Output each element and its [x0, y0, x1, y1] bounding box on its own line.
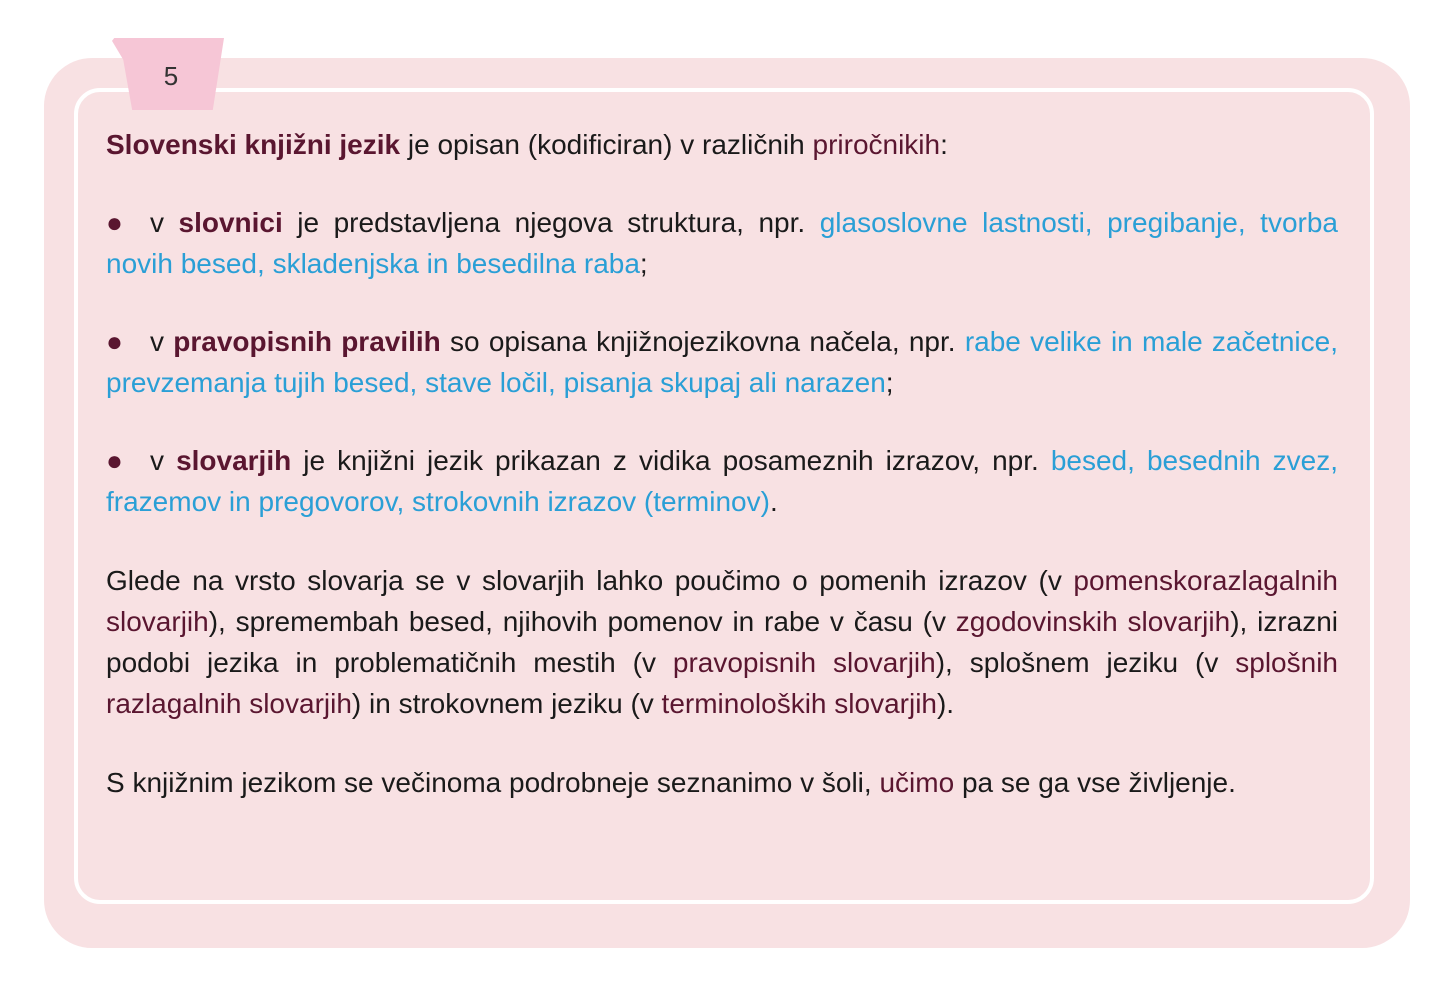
bullet-dot-icon: ● [106, 326, 123, 357]
dict-type: splošnih razlagalnih slovarjih [106, 647, 1338, 719]
closing-paragraph [106, 762, 1338, 803]
bullet-text: je knjižni jezik prikazan z vidika posameznih izrazov, npr. [291, 445, 1051, 476]
bullet-examples: besed, besednih zvez, frazemov in pregovorov, strokovnih izrazov (terminov) [106, 445, 1338, 517]
bullet-end: ; [885, 367, 894, 398]
intro-paragraph [106, 124, 1338, 165]
bullet-text: so opisana knjižnojezikovna načela, npr. [440, 326, 965, 357]
closing-text: S knjižnim jezikom se večinoma podrobneje seznanimo v šoli, [106, 767, 880, 798]
dict-text: ) in strokovnem jeziku (v [351, 688, 662, 719]
bullet-term: pravopisnih pravilih [173, 326, 441, 357]
closing-text: pa se ga vse življenje. [954, 767, 1236, 798]
bullet-term: slovarjih [176, 445, 292, 476]
intro-end: : [940, 129, 948, 160]
bullet-text: je predstavljena njegova struktura, npr. [282, 207, 820, 238]
closing-learn: učimo [879, 767, 955, 798]
bullet-item-dictionaries [106, 440, 1338, 522]
bullet-examples: glasoslovne lastnosti, pregibanje, tvorba novih besed, skladenjska in besedilna raba [106, 207, 1338, 279]
intro-term: Slovenski knjižni jezik [106, 129, 401, 160]
bullet-end: ; [639, 248, 648, 279]
dictionaries-paragraph [106, 560, 1338, 724]
bullet-pre: v [150, 326, 174, 357]
bullet-item-grammar [106, 202, 1338, 284]
dict-type: pomenskorazlagalnih slovarjih [106, 565, 1338, 637]
content-body [106, 124, 1338, 803]
dict-text: ), izrazni podobi jezika in problematičnih mestih (v [106, 606, 1339, 678]
intro-text: je opisan (kodificiran) v različnih [400, 129, 813, 160]
dict-type: terminoloških slovarjih [661, 688, 937, 719]
intro-handbooks: priročnikih [812, 129, 941, 160]
dict-text: Glede na vrsto slovarja se v slovarjih lahko poučimo o pomenih izrazov (v [106, 565, 1074, 596]
dict-text: ). [936, 688, 955, 719]
bullet-item-orthography [106, 321, 1338, 403]
bullet-examples: rabe velike in male začetnice, prevzemanja tujih besed, stave ločil, pisanja skupaj ali narazen [106, 326, 1338, 398]
bullet-end: . [769, 486, 778, 517]
bullet-pre: v [150, 445, 177, 476]
bullet-pre: v [150, 207, 179, 238]
bullet-term: slovnici [178, 207, 283, 238]
bullet-dot-icon: ● [106, 207, 123, 238]
dict-type: pravopisnih slovarjih [672, 647, 936, 678]
page-number: 5 [163, 61, 179, 91]
dict-text: ), spremembah besed, njihovih pomenov in rabe v času (v [208, 606, 956, 637]
dict-type: zgodovinskih slovarjih [955, 606, 1231, 637]
bullet-dot-icon: ● [106, 445, 123, 476]
dict-text: ), splošnem jeziku (v [935, 647, 1236, 678]
